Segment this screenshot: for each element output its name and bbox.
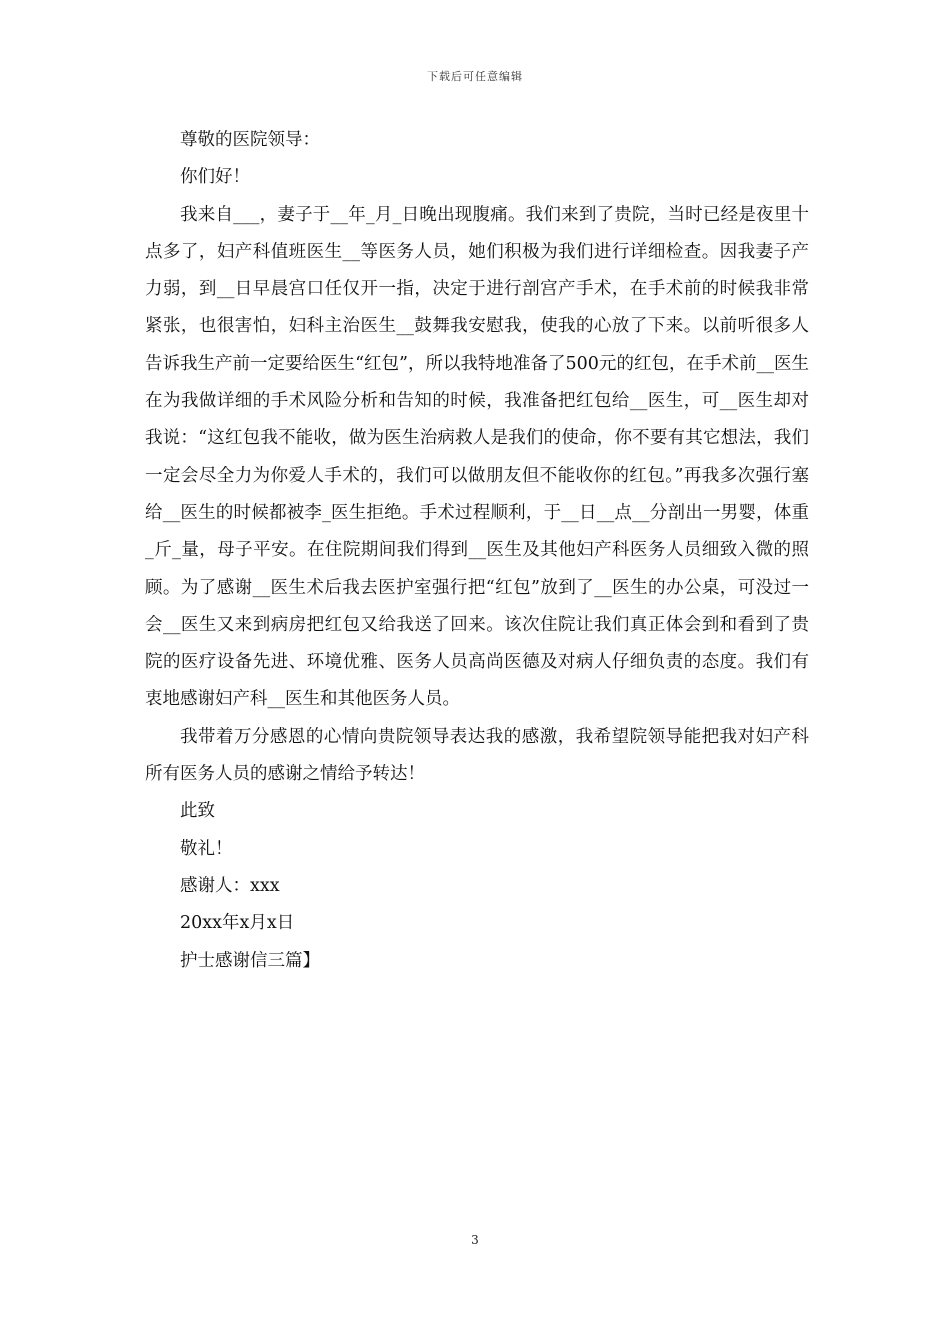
greeting: 你们好！ — [180, 167, 250, 188]
closing-line-2: 敬礼！ — [180, 838, 233, 859]
letter-content — [145, 122, 809, 980]
header-note: 下载后可任意编辑 — [427, 70, 523, 83]
footer-title: 护士感谢信三篇】 — [180, 950, 320, 971]
body-paragraph-thanks: 我带着万分感恩的心情向贵院领导表达我的感激，我希望院领导能把我对妇产科所有医务人员的感谢之情给予转达！ — [145, 726, 809, 785]
letter-date: 20xx年x月x日 — [180, 913, 295, 934]
body-paragraph-main: 我来自___，妻子于__年_月_日晚出现腹痛。我们来到了贵院，当时已经是夜里十点多了，妇产科值班医生__等医务人员，她们积极为我们进行详细检查。因我妻子产力弱，到__日早晨宫口任仅开一指，决定于进行剖宫产手术，在手术前的时候我非常紧张，也很害怕，妇科主治医生__鼓舞我安慰我，使我的心放了下来。以前听很多人告诉我生产前一定要给医生“红包”，所以我特地准备了500元的红包，在手术前__医生在为我做详细的手术风险分析和告知的时候，我准备把红包给__医生，可__医生却对我说：“这红包我不能收，做为医生治病救人是我们的使命，你不要有其它想法，我们一定会尽全力为你爱人手术的，我们可以做朋友但不能收你的红包。”再我多次强行塞给__医生的时候都被李_医生拒绝。手术过程顺利，于__日__点__分剖出一男婴，体重_斤_量，母子平安。在住院期间我们得到__医生及其他妇产科医务人员细致入微的照顾。为了感谢__医生术后我去医护室强行把“红包”放到了__医生的办公桌，可没过一会__医生又来到病房把红包又给我送了回来。该次住院让我们真正体会到和看到了贵院的医疗设备先进、环境优雅、医务人员高尚医德及对病人仔细负责的态度。我们有衷地感谢妇产科__医生和其他医务人员。 — [145, 204, 809, 710]
page-number: 3 — [471, 1233, 479, 1247]
signature: 感谢人：xxx — [180, 875, 280, 896]
salutation: 尊敬的医院领导： — [180, 130, 320, 150]
closing-line-1: 此致 — [180, 801, 215, 822]
